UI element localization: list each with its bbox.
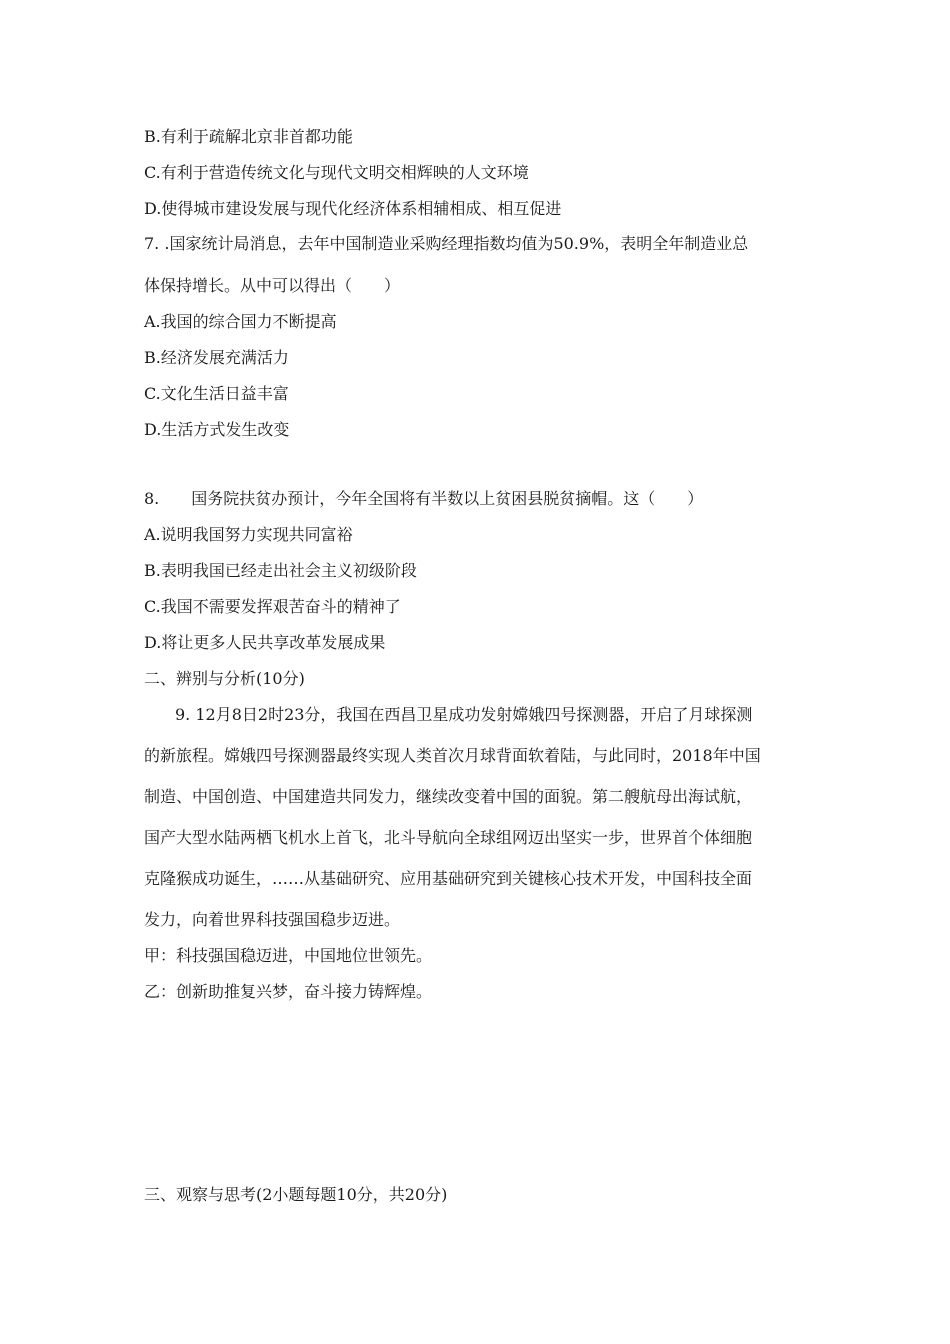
q6-option-c: C.有利于营造传统文化与现代文明交相辉映的人文环境: [144, 163, 529, 182]
q9-line-6: 发力，向着世界科技强国稳步迈进。: [144, 910, 401, 929]
section-3-heading: 三、观察与思考(2小题每题10分，共20分): [144, 1185, 448, 1204]
q9-line-5: 克隆猴成功诞生，……从基础研究、应用基础研究到关键核心技术开发，中国科技全面: [144, 869, 753, 888]
q8-option-b: B.表明我国已经走出社会主义初级阶段: [144, 561, 417, 580]
q7-option-b: B.经济发展充满活力: [144, 348, 289, 367]
q9-statement-jia: 甲：科技强国稳迈进，中国地位世领先。: [144, 946, 433, 965]
q7-option-c: C.文化生活日益丰富: [144, 384, 289, 403]
q9-line-1: 9. 12月8日2时23分，我国在西昌卫星成功发射嫦娥四号探测器，开启了月球探测: [175, 705, 753, 724]
section-2-heading: 二、辨别与分析(10分): [144, 669, 305, 688]
q6-option-b: B.有利于疏解北京非首都功能: [144, 127, 353, 146]
q7-stem-line-2: 体保持增长。从中可以得出（ ）: [144, 276, 401, 295]
q7-option-d: D.生活方式发生改变: [144, 420, 290, 439]
q9-statement-yi: 乙：创新助推复兴梦，奋斗接力铸辉煌。: [144, 982, 433, 1001]
q9-line-2: 的新旅程。嫦娥四号探测器最终实现人类首次月球背面软着陆，与此同时，2018年中国: [144, 746, 761, 765]
q8-option-a: A.说明我国努力实现共同富裕: [144, 525, 353, 544]
q8-option-d: D.将让更多人民共享改革发展成果: [144, 633, 386, 652]
q6-option-d: D.使得城市建设发展与现代化经济体系相辅相成、相互促进: [144, 199, 562, 218]
q8-stem: 8. 国务院扶贫办预计，今年全国将有半数以上贫困县脱贫摘帽。这（ ）: [144, 489, 704, 508]
q9-line-3: 制造、中国创造、中国建造共同发力，继续改变着中国的面貌。第二艘航母出海试航，: [144, 787, 753, 806]
q7-stem-line-1: 7. .国家统计局消息，去年中国制造业采购经理指数均值为50.9%，表明全年制造业总: [144, 234, 749, 253]
q9-line-4: 国产大型水陆两栖飞机水上首飞，北斗导航向全球组网迈出坚实一步，世界首个体细胞: [144, 828, 753, 847]
q8-option-c: C.我国不需要发挥艰苦奋斗的精神了: [144, 597, 401, 616]
q7-option-a: A.我国的综合国力不断提高: [144, 312, 337, 331]
